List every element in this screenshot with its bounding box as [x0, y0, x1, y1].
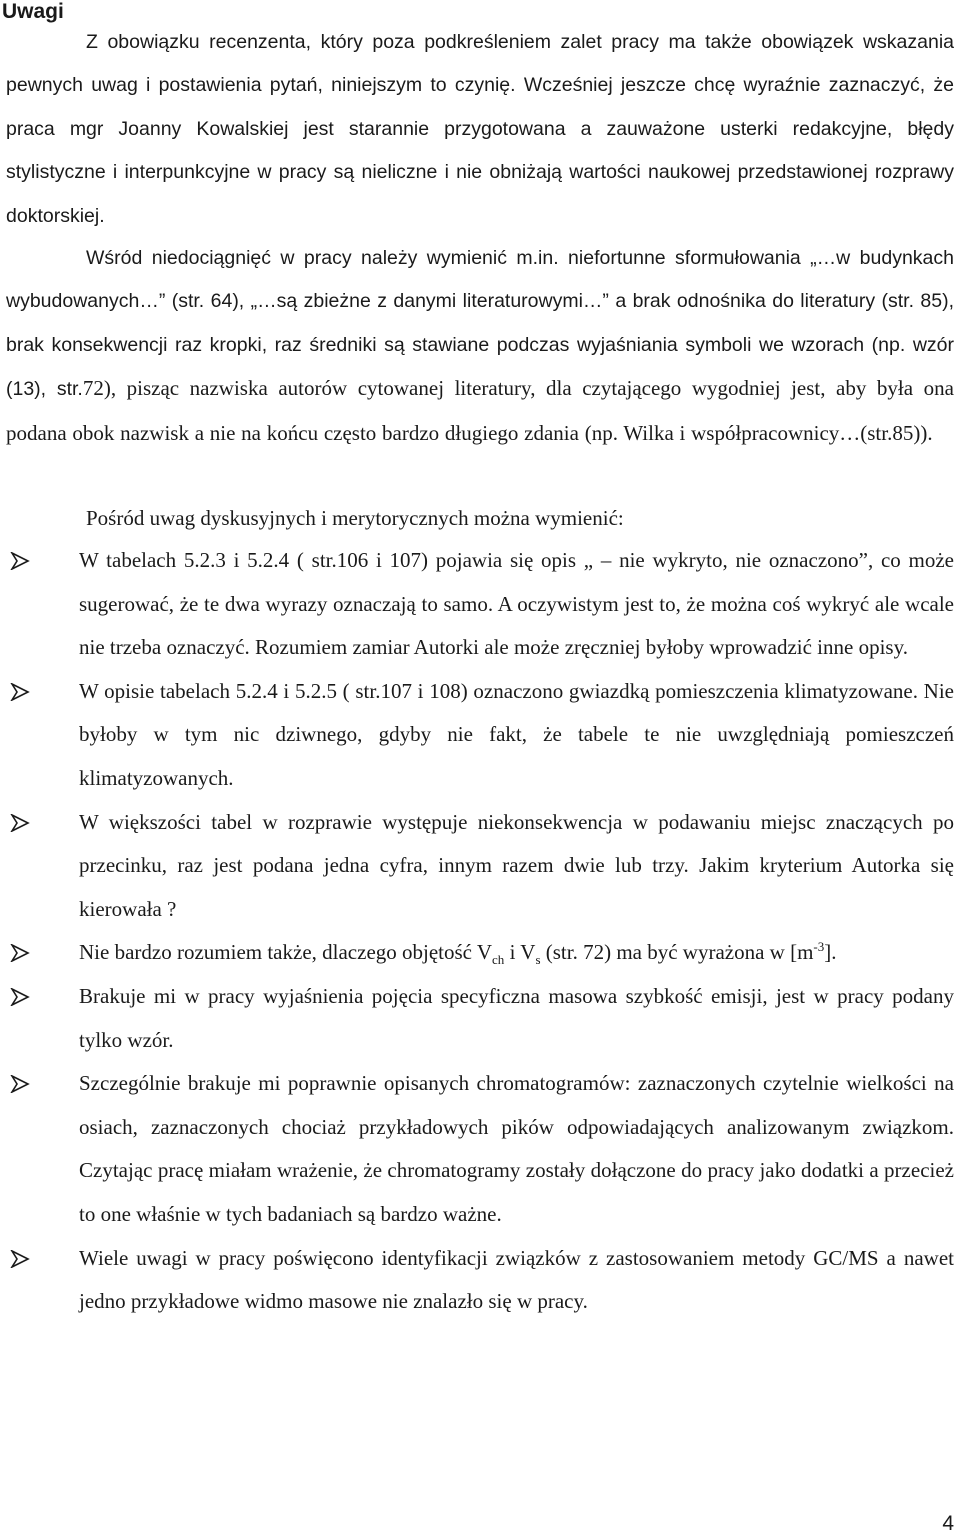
list-item [0, 801, 954, 932]
list-item [0, 1062, 954, 1236]
list-item [0, 670, 954, 801]
paragraph-intro-sentence-2: Wcześniej jeszcze chcę wyraźnie zaznaczyć, że praca mgr Joanny Kowalskiej jest starannie przygotowana a zauważone usterki redakcyjne, błędy stylistyczne i interpunkcyjne w pracy są nieliczne i nie obniżają wartości naukowej przedstawionej rozprawy doktorskiej. [6, 74, 954, 227]
text-run: ]. [824, 940, 837, 965]
text-run: Nie bardzo rozumiem także, dlaczego objętość V [79, 940, 493, 965]
list-item [0, 1237, 954, 1324]
text-run: i V [504, 940, 536, 965]
paragraph-shortcomings [6, 237, 954, 456]
list-item-text: Brakuje mi w pracy wyjaśnienia pojęcia specyficzna masowa szybkość emisji, jest w pracy podany tylko wzór. [79, 983, 954, 1052]
text-run: (str. 72) ma być wyrażona w [m [540, 940, 814, 965]
section-heading: Uwagi [2, 0, 64, 23]
arrowhead-bullet-icon [10, 814, 30, 832]
paragraph-discussion-intro: Pośród uwag dyskusyjnych i merytorycznych można wymienić: [86, 506, 624, 530]
subscript-ch: ch [492, 952, 505, 968]
arrowhead-bullet-icon [10, 988, 30, 1006]
remarks-list [0, 539, 960, 1324]
list-item-text: Szczególnie brakuje mi poprawnie opisanych chromatogramów: zaznaczonych czytelnie wielkości na osiach, zaznaczonych chociaż przykładowych pików odpowiadających analizowanym związkom. Czytając pracę miałam wrażenie, że chromatogramy zostały dołączone do pracy jako dodatki a przecież to one właśnie w tych badaniach są bardzo ważne. [79, 1071, 954, 1226]
list-item-text: W większości tabel w rozprawie występuje niekonsekwencja w podawaniu miejsc znaczących po przecinku, raz jest podana jedna cyfra, innym razem dwie lub trzy. Jakim kryterium Autorka się kierowała ? [79, 809, 954, 921]
page-number: 4 [942, 1512, 954, 1535]
arrowhead-bullet-icon [10, 1250, 30, 1268]
arrowhead-bullet-icon [10, 1075, 30, 1093]
paragraph-shortcomings-part-2: 72), pisząc nazwiska autorów cytowanej literatury, dla czytającego wygodniej jest, aby była ona podana obok nazwisk a nie na końcu często bardzo długiego zdania (np. Wilka i współpracownicy…(str.85)). [6, 376, 954, 445]
arrowhead-bullet-icon [10, 683, 30, 701]
paragraph-intro [6, 21, 954, 238]
list-item [0, 975, 954, 1062]
list-item-text: Wiele uwagi w pracy poświęcono identyfikacji związków z zastosowaniem metody GC/MS a nawet jedno przykładowe widmo masowe nie znalazło się w pracy. [79, 1245, 954, 1314]
list-item [0, 931, 954, 975]
list-item [0, 539, 954, 670]
arrowhead-bullet-icon [10, 552, 30, 570]
subscript-s: s [535, 952, 541, 968]
paragraph-intro-sentence-1: Z obowiązku recenzenta, który poza podkreśleniem zalet pracy ma także obowiązek wskazania pewnych uwag i postawienia pytań, niniejszym to czynię. [6, 31, 954, 97]
superscript-exponent: -3 [813, 939, 825, 955]
paragraph-shortcomings-part-1: Wśród niedociągnięć w pracy należy wymienić m.in. niefortunne sformułowania „…w budynkach wybudowanych…” (str. 64), „…są zbieżne z danymi literaturowymi…” a brak odnośnika do literatury (str. 85), brak konsekwencji raz kropki, raz średniki są stawiane podczas wyjaśniania symboli we wzorach (np. wzór (13), str. [6, 247, 954, 401]
list-item-text: W opisie tabelach 5.2.4 i 5.2.5 ( str.107 i 108) oznaczono gwiazdką pomieszczenia klimatyzowane. Nie byłoby w tym nic dziwnego, gdyby nie fakt, że tabele te nie uwzględniają pomieszczeń klimatyzowanych. [79, 678, 954, 790]
list-item-text: W tabelach 5.2.3 i 5.2.4 ( str.106 i 107) pojawia się opis „ – nie wykryto, nie oznaczono”, co może sugerować, że te dwa wyrazy oznaczają to samo. A oczywistym jest to, że można coś wykryć ale wcale nie trzeba oznaczyć. Rozumiem zamiar Autorki ale może zręczniej byłoby wprowadzić inne opisy. [79, 548, 954, 660]
list-item-text [79, 939, 837, 968]
arrowhead-bullet-icon [10, 944, 30, 962]
